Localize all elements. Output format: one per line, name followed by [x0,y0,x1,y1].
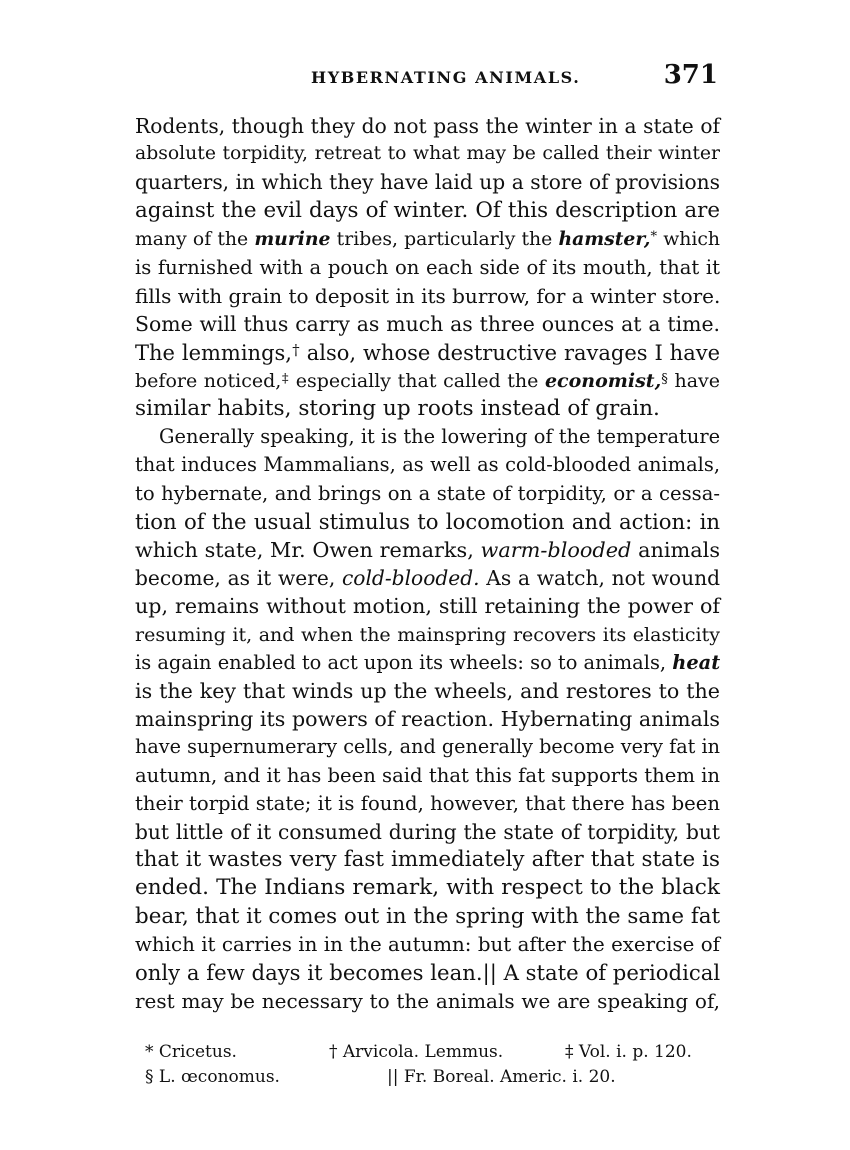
text-line: but little of it consumed during the state of torpidity, but [135,820,720,845]
text-line: which it carries in in the autumn: but after the exercise of [135,932,720,956]
text-run: many of the [135,228,255,250]
footnote-fr-boreal: || Fr. Boreal. Americ. i. 20. [387,1067,616,1087]
text-line: that induces Mammalians, as well as cold-blooded animals, [135,453,720,477]
text-run: also, whose destructive ravages I have [299,340,721,365]
text-line [135,564,720,592]
text-run: before noticed, [135,369,282,392]
page-number: 371 [663,60,718,90]
footnote-marker: ‡ [281,371,290,387]
text-line [135,339,720,367]
text-line: is furnished with a pouch on each side of its mouth, that it [135,256,720,280]
text-run: As a watch, not wound [479,566,720,591]
paragraph [135,112,720,423]
footnote-marker: § [661,371,668,387]
text-line [135,367,720,395]
emphasis-hamster: hamster, [558,227,651,250]
footnote-row [135,1040,720,1065]
text-run: which [657,228,721,250]
text-line: similar habits, storing up roots instead of grain. [135,396,660,422]
text-line [135,225,720,254]
text-line: ended. The Indians remark, with respect to the black [135,875,720,901]
text-run: animals [631,538,720,563]
text-line: resuming it, and when the mainspring recovers its elasticity [135,623,720,646]
emphasis-warm-blooded: warm-blooded [480,538,632,563]
footnote-vol: ‡ Vol. i. p. 120. [565,1042,692,1062]
text-run: become, as it were, [135,566,342,591]
emphasis-heat: heat [672,650,721,674]
text-line [135,536,720,564]
paragraph [135,423,720,1015]
footnotes [135,1040,720,1090]
text-line: Rodents, though they do not pass the winter in a state of [135,114,720,138]
text-line: bear, that it comes out in the spring with the same fat [135,903,721,929]
text-run: The lemmings, [135,340,292,365]
emphasis-murine: murine [254,227,331,250]
text-line: rest may be necessary to the animals we are speaking of, [135,989,720,1014]
text-run: A state of periodical [496,960,721,986]
text-line: tion of the usual stimulus to locomotion and action: in [135,508,720,534]
footnote-row [135,1065,720,1090]
text-line: that it wastes very fast immediately after that state is [135,847,720,873]
text-line: mainspring its powers of reaction. Hybernating animals [135,707,720,732]
page-header [135,60,720,100]
text-run: which state, Mr. Owen remarks, [135,538,481,563]
text-line: to hybernate, and brings on a state of torpidity, or a cessa- [135,481,720,505]
text-run: have [667,369,720,392]
footnote-marker: || [482,960,497,986]
text-line: their torpid state; it is found, however, that there has been [135,791,720,815]
text-line: against the evil days of winter. Of this description are [135,197,720,223]
body-text [135,112,720,1016]
emphasis-economist: economist, [544,369,662,392]
footnote-oeconomus: § L. œconomus. [145,1067,280,1087]
running-head: HYBERNATING ANIMALS. [311,68,581,87]
text-line: quarters, in which they have laid up a store of provisions [135,170,720,195]
text-line [135,959,720,987]
footnote-arvicola: † Arvicola. Lemmus. [329,1042,504,1062]
emphasis-cold-blooded: cold-blooded. [342,566,480,591]
text-run: tribes, particularly the [330,228,559,250]
text-run: only a few days it becomes lean. [135,960,483,986]
text-line: Some will thus carry as much as three ounces at a time. [135,312,720,337]
text-line: fills with grain to deposit in its burrow, for a winter store. [135,284,721,309]
text-line: Generally speaking, it is the lowering of the temperature [159,425,721,449]
text-run: especially that called the [289,369,545,392]
footnote-cricetus: * Cricetus. [145,1042,237,1062]
text-line: is the key that winds up the wheels, and restores to the [135,679,720,704]
text-line: have supernumerary cells, and generally become very fat in [135,735,720,759]
footnote-marker: * [650,229,658,245]
text-line: autumn, and it has been said that this fat supports them in [135,763,721,787]
text-line: absolute torpidity, retreat to what may be called their winter [135,143,720,165]
text-line [135,649,720,677]
text-run: is again enabled to act upon its wheels: so to animals, [135,650,673,674]
footnote-marker: † [291,341,300,359]
text-line: up, remains without motion, still retaining the power of [135,594,720,619]
